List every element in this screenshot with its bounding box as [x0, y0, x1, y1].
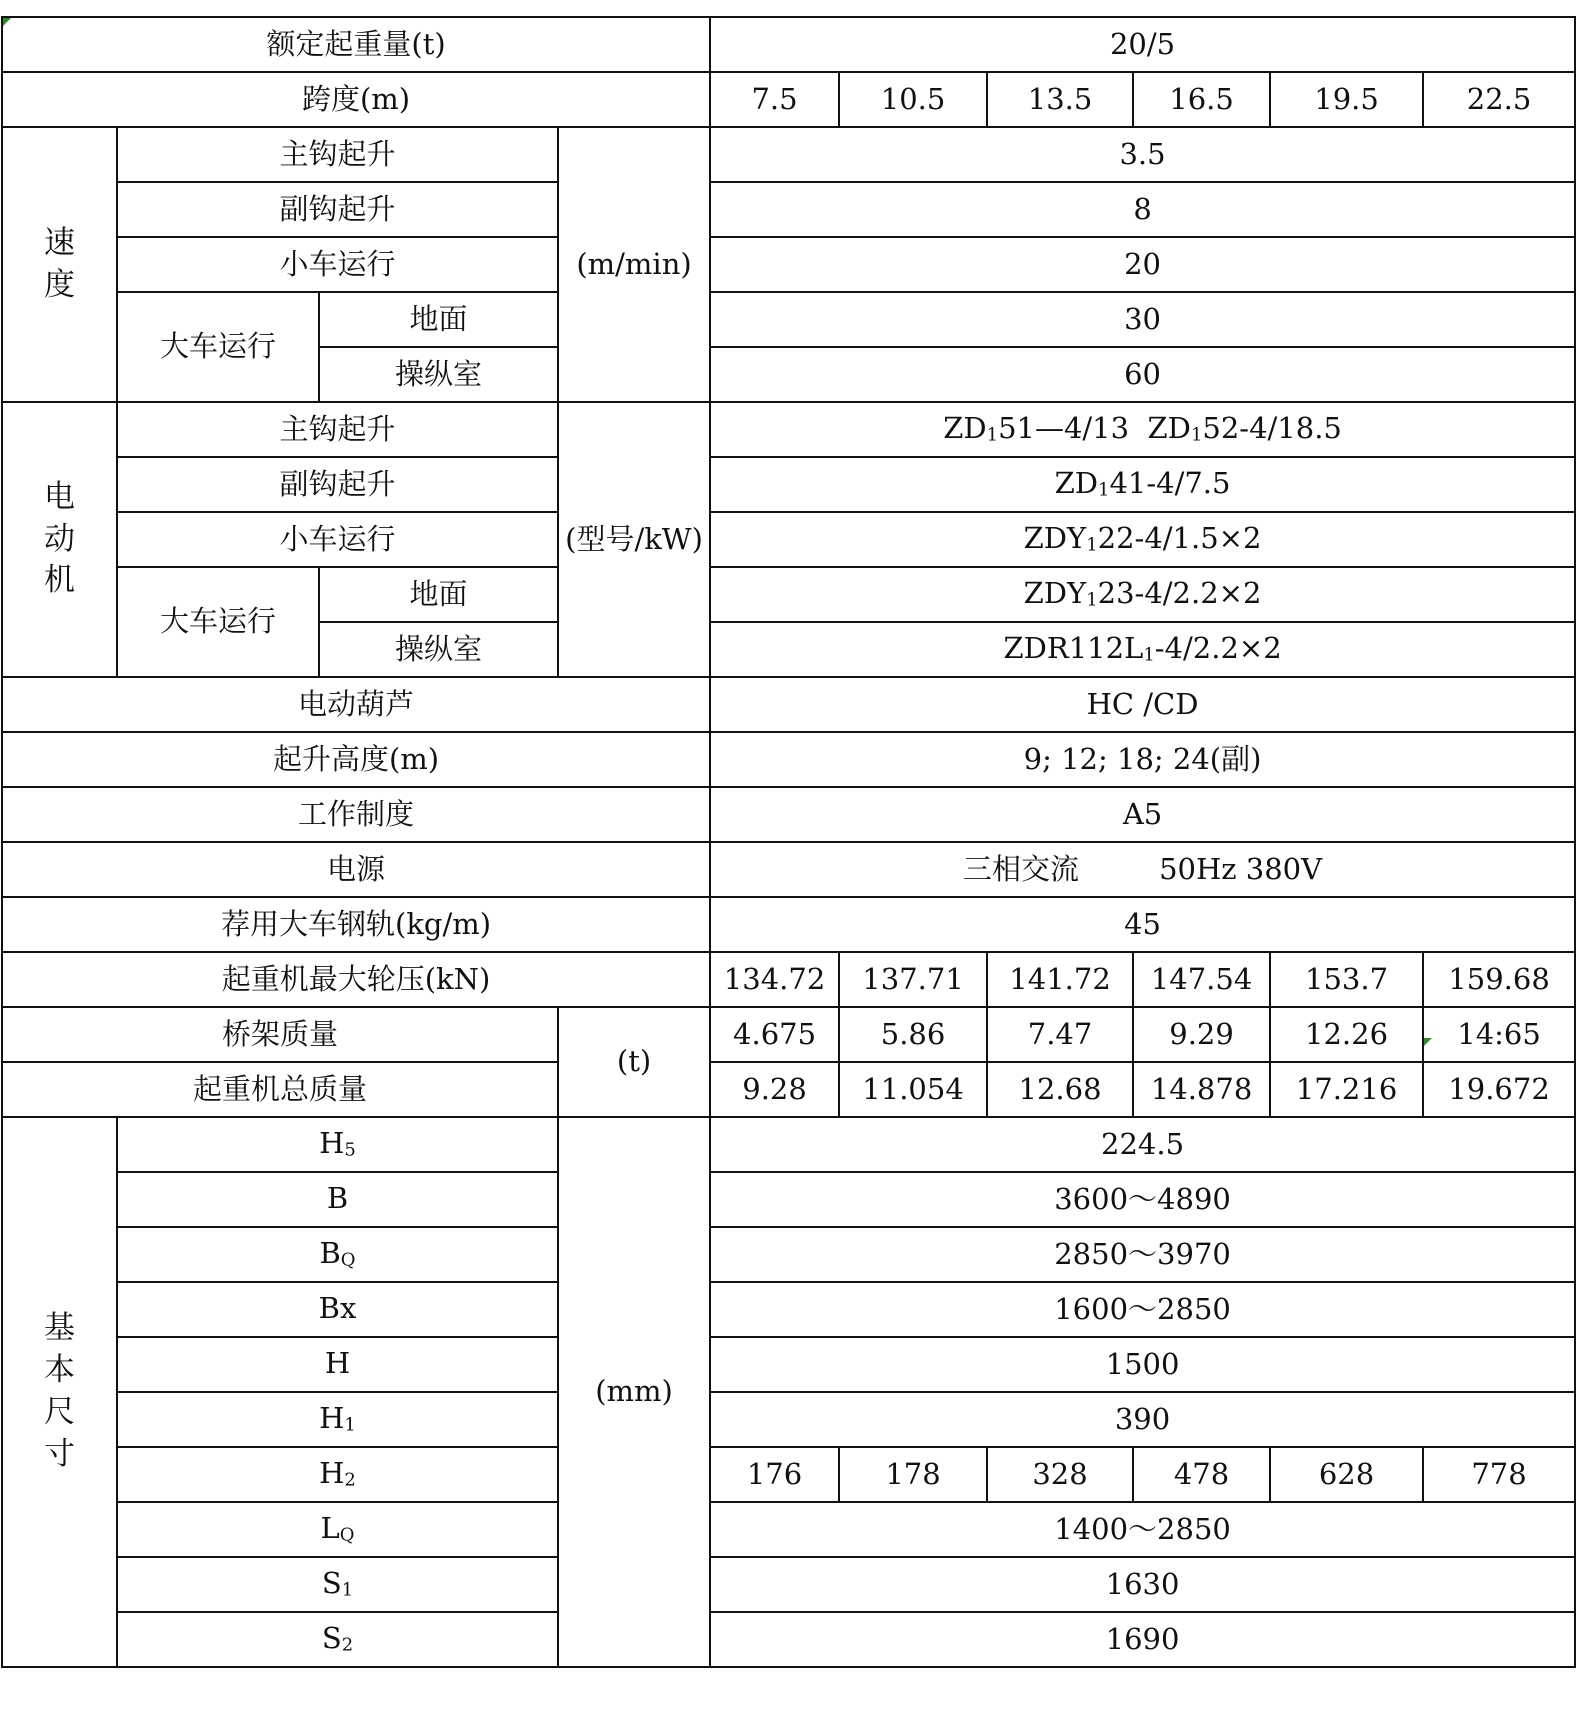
wheel-load-value: 134.72	[710, 952, 839, 1007]
dim-bq-label: $B_Q$	[117, 1227, 558, 1282]
mass-unit: (t)	[558, 1007, 710, 1117]
speed-aux-hoist-row	[2, 182, 1575, 237]
dim-bx-value: 1600～2850	[710, 1282, 1575, 1337]
hoist-row	[2, 677, 1575, 732]
motor-crane-ground-row	[2, 567, 1575, 622]
speed-unit: (m/min)	[558, 127, 710, 402]
dim-h1-value: 390	[710, 1392, 1575, 1447]
dim-h2-value: 778	[1423, 1447, 1575, 1502]
motor-crane-travel-label: 大车运行	[117, 567, 319, 677]
wheel-load-value: 147.54	[1133, 952, 1270, 1007]
dim-b-label: B	[117, 1172, 558, 1227]
span-value: 13.5	[987, 72, 1133, 127]
dim-b-row	[2, 1172, 1575, 1227]
motor-cab-value: $ZDR112L_1-4/2.2\times 2$	[710, 622, 1575, 677]
lift-height-value: 9; 12; 18; 24(副)	[710, 732, 1575, 787]
speed-cab-label: 操纵室	[319, 347, 558, 402]
rail-row	[2, 897, 1575, 952]
speed-cab-value: 60	[710, 347, 1575, 402]
bridge-mass-value: 9.29	[1133, 1007, 1270, 1062]
dims-group-label: 基 本 尺 寸	[2, 1117, 117, 1667]
wheel-load-value: 137.71	[839, 952, 987, 1007]
wheel-load-value: 153.7	[1270, 952, 1423, 1007]
speed-group-label: 速 度	[2, 127, 117, 402]
dim-lq-label: $L_Q$	[117, 1502, 558, 1557]
lift-height-row	[2, 732, 1575, 787]
hoist-value: HC /CD	[710, 677, 1575, 732]
duty-row	[2, 787, 1575, 842]
speed-aux-hoist-label: 副钩起升	[117, 182, 558, 237]
motor-group-label: 电 动 机	[2, 402, 117, 677]
speed-ground-label: 地面	[319, 292, 558, 347]
dim-bq-row	[2, 1227, 1575, 1282]
span-value: 19.5	[1270, 72, 1423, 127]
speed-ground-value: 30	[710, 292, 1575, 347]
power-row	[2, 842, 1575, 897]
bridge-mass-value: 12.26	[1270, 1007, 1423, 1062]
total-mass-value: 19.672	[1423, 1062, 1575, 1117]
motor-trolley-value: $ZDY_122-4/1.5\times 2$	[710, 512, 1575, 567]
total-mass-value: 17.216	[1270, 1062, 1423, 1117]
motor-ground-value: $ZDY_123-4/2.2\times 2$	[710, 567, 1575, 622]
dim-h-label: H	[117, 1337, 558, 1392]
motor-aux-hoist-row	[2, 457, 1575, 512]
span-value: 22.5	[1423, 72, 1575, 127]
speed-main-hoist-label: 主钩起升	[117, 127, 558, 182]
speed-trolley-row	[2, 237, 1575, 292]
motor-main-hoist-value: $ZD_151—4/13$ $ZD_152-4/18.5$	[710, 402, 1575, 457]
dim-h2-row	[2, 1447, 1575, 1502]
dim-lq-value: 1400～2850	[710, 1502, 1575, 1557]
total-mass-value: 14.878	[1133, 1062, 1270, 1117]
span-row	[2, 72, 1575, 127]
rail-value: 45	[710, 897, 1575, 952]
dim-h2-value: 478	[1133, 1447, 1270, 1502]
duty-value: A5	[710, 787, 1575, 842]
dim-h2-label: $H_2$	[117, 1447, 558, 1502]
lift-height-label: 起升高度(m)	[2, 732, 710, 787]
motor-ground-label: 地面	[319, 567, 558, 622]
total-mass-value: 11.054	[839, 1062, 987, 1117]
rated-capacity-value: 20/5	[710, 17, 1575, 72]
dim-h1-row	[2, 1392, 1575, 1447]
dim-s2-label: $S_2$	[117, 1612, 558, 1667]
bridge-mass-label: 桥架质量	[2, 1007, 558, 1062]
total-mass-row	[2, 1062, 1575, 1117]
wheel-load-value: 141.72	[987, 952, 1133, 1007]
total-mass-value: 12.68	[987, 1062, 1133, 1117]
bridge-mass-value: 7.47	[987, 1007, 1133, 1062]
speed-main-hoist-row	[2, 127, 1575, 182]
dim-bx-row	[2, 1282, 1575, 1337]
wheel-load-label: 起重机最大轮压(kN)	[2, 952, 710, 1007]
wheel-load-row	[2, 952, 1575, 1007]
span-value: 7.5	[710, 72, 839, 127]
motor-unit: (型号/kW)	[558, 402, 710, 677]
span-value: 16.5	[1133, 72, 1270, 127]
rated-capacity-row	[2, 17, 1575, 72]
dim-h2-value: 176	[710, 1447, 839, 1502]
span-value: 10.5	[839, 72, 987, 127]
motor-cab-label: 操纵室	[319, 622, 558, 677]
dim-s1-row	[2, 1557, 1575, 1612]
bridge-mass-value: 14:65	[1423, 1007, 1575, 1062]
speed-aux-hoist-value: 8	[710, 182, 1575, 237]
dim-h5-row	[2, 1117, 1575, 1172]
speed-trolley-label: 小车运行	[117, 237, 558, 292]
speed-trolley-value: 20	[710, 237, 1575, 292]
motor-aux-hoist-label: 副钩起升	[117, 457, 558, 512]
dim-s2-value: 1690	[710, 1612, 1575, 1667]
dim-h-value: 1500	[710, 1337, 1575, 1392]
bridge-mass-value: 4.675	[710, 1007, 839, 1062]
duty-label: 工作制度	[2, 787, 710, 842]
rated-capacity-label: 额定起重量(t)	[2, 17, 710, 72]
bridge-mass-row	[2, 1007, 1575, 1062]
dim-lq-row	[2, 1502, 1575, 1557]
dim-s1-value: 1630	[710, 1557, 1575, 1612]
crane-spec-table	[1, 16, 1576, 1668]
total-mass-label: 起重机总质量	[2, 1062, 558, 1117]
speed-main-hoist-value: 3.5	[710, 127, 1575, 182]
dims-unit: (mm)	[558, 1117, 710, 1667]
dim-b-value: 3600～4890	[710, 1172, 1575, 1227]
dim-h1-label: $H_1$	[117, 1392, 558, 1447]
motor-trolley-row	[2, 512, 1575, 567]
wheel-load-value: 159.68	[1423, 952, 1575, 1007]
speed-crane-ground-row	[2, 292, 1575, 347]
dim-s2-row	[2, 1612, 1575, 1667]
bridge-mass-value: 5.86	[839, 1007, 987, 1062]
motor-trolley-label: 小车运行	[117, 512, 558, 567]
dim-h-row	[2, 1337, 1575, 1392]
hoist-label: 电动葫芦	[2, 677, 710, 732]
motor-main-hoist-row	[2, 402, 1575, 457]
power-value: 三相交流 50Hz 380V	[710, 842, 1575, 897]
dim-s1-label: $S_1$	[117, 1557, 558, 1612]
dim-h2-value: 328	[987, 1447, 1133, 1502]
dim-h2-value: 178	[839, 1447, 987, 1502]
rail-label: 荐用大车钢轨(kg/m)	[2, 897, 710, 952]
motor-aux-hoist-value: $ZD_141-4/7.5$	[710, 457, 1575, 512]
dim-bq-value: 2850～3970	[710, 1227, 1575, 1282]
dim-bx-label: Bx	[117, 1282, 558, 1337]
span-label: 跨度(m)	[2, 72, 710, 127]
speed-crane-travel-label: 大车运行	[117, 292, 319, 402]
power-label: 电源	[2, 842, 710, 897]
dim-h2-value: 628	[1270, 1447, 1423, 1502]
dim-h5-label: $H_5$	[117, 1117, 558, 1172]
motor-main-hoist-label: 主钩起升	[117, 402, 558, 457]
dim-h5-value: 224.5	[710, 1117, 1575, 1172]
total-mass-value: 9.28	[710, 1062, 839, 1117]
